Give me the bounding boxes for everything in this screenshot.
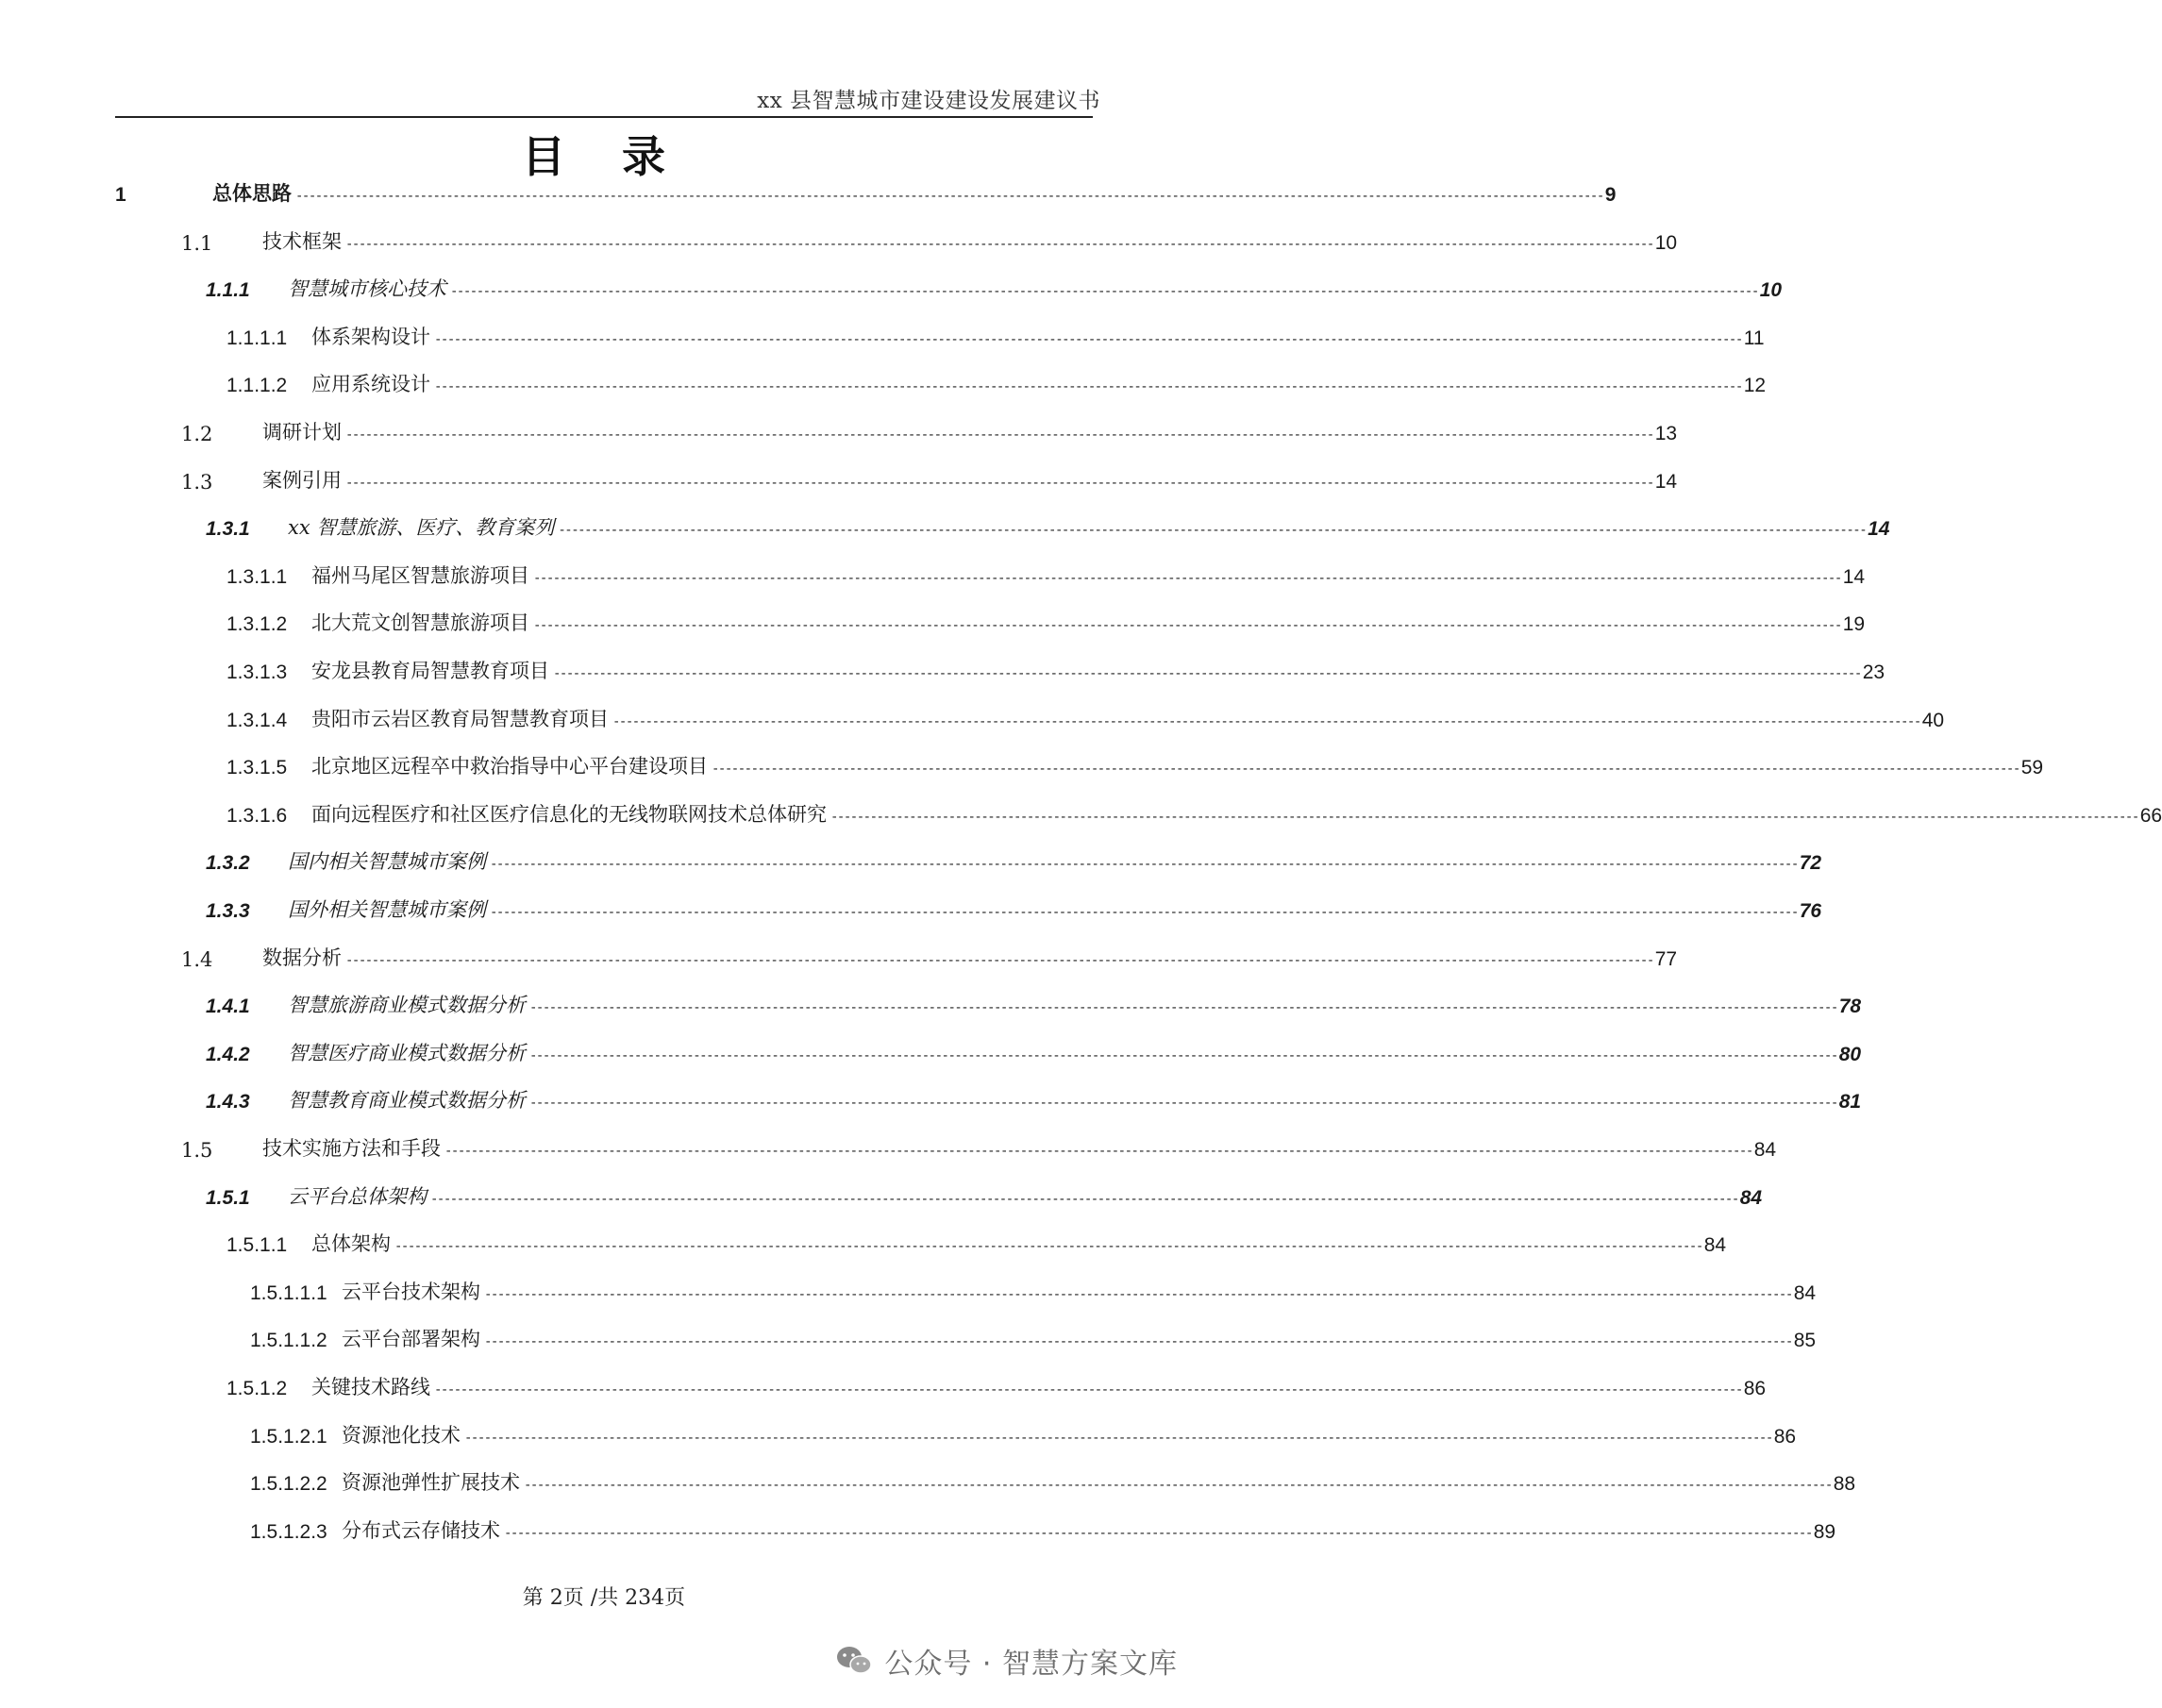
toc-entry-title: 技术框架 xyxy=(262,226,344,255)
toc-entry-page: 10 xyxy=(1654,231,1678,254)
toc-entry-number: 1.5.1.2.1 xyxy=(250,1425,327,1448)
toc-entry-number: 1.1.1 xyxy=(206,279,250,302)
toc-entry-title: 技术实施方法和手段 xyxy=(262,1133,443,1162)
toc-entry-page: 84 xyxy=(1739,1186,1763,1209)
toc-entry[interactable] xyxy=(0,274,1783,304)
toc-entry-number: 1.1.1.1 xyxy=(226,327,288,349)
toc-entry[interactable] xyxy=(0,1372,1767,1402)
dot-leader: -------------------------------------------------------------------------------------------------------------------------------------------------------------------------------------------------------- xyxy=(345,952,1653,968)
toc-entry[interactable] xyxy=(0,322,1765,352)
dot-leader: -------------------------------------------------------------------------------------------------------------------------------------------------------------------------------------------------------- xyxy=(490,857,1798,873)
toc-entry-number: 1.5.1 xyxy=(206,1186,250,1209)
toc-entry-number: 1.3.1.4 xyxy=(226,709,288,731)
toc-entry[interactable] xyxy=(0,561,1866,591)
dot-leader: -------------------------------------------------------------------------------------------------------------------------------------------------------------------------------------------------------- xyxy=(533,570,1841,586)
toc-entry[interactable] xyxy=(0,799,2162,829)
toc-entry-title: 福州马尾区智慧旅游项目 xyxy=(311,561,531,589)
toc-entry-title: 数据分析 xyxy=(262,943,344,971)
toc-entry-number: 1.4 xyxy=(181,947,213,971)
toc-entry-number: 1.5.1.1.1 xyxy=(250,1281,327,1304)
toc-entry-title: 智慧城市核心技术 xyxy=(288,274,448,302)
toc-entry-number: 1.1 xyxy=(181,231,213,255)
watermark-text: 公众号 · 智慧方案文库 xyxy=(884,1648,1178,1681)
dot-leader: -------------------------------------------------------------------------------------------------------------------------------------------------------------------------------------------------------- xyxy=(464,1430,1772,1446)
toc-entry-page: 80 xyxy=(1838,1043,1862,1065)
toc-entry[interactable] xyxy=(0,512,1890,543)
toc-entry[interactable] xyxy=(0,417,1678,447)
dot-leader: -------------------------------------------------------------------------------------------------------------------------------------------------------------------------------------------------------- xyxy=(504,1525,1812,1541)
toc-entry-page: 59 xyxy=(2020,757,2044,779)
toc-entry-title: 总体思路 xyxy=(212,178,293,207)
dot-leader: -------------------------------------------------------------------------------------------------------------------------------------------------------------------------------------------------------- xyxy=(345,236,1653,252)
toc-entry-page: 12 xyxy=(1743,375,1767,397)
toc-entry-title: 云平台总体架构 xyxy=(288,1181,428,1210)
toc-entry-title: 北大荒文创智慧旅游项目 xyxy=(311,608,531,636)
toc-entry-page: 10 xyxy=(1759,279,1783,302)
dot-leader: -------------------------------------------------------------------------------------------------------------------------------------------------------------------------------------------------------- xyxy=(830,809,2138,825)
toc-entry-number: 1.5.1.2 xyxy=(226,1378,288,1399)
dot-leader: -------------------------------------------------------------------------------------------------------------------------------------------------------------------------------------------------------- xyxy=(490,905,1798,920)
toc-entry-title: 案例引用 xyxy=(262,465,344,494)
toc-entry-title: 资源池化技术 xyxy=(342,1420,462,1448)
toc-entry-page: 81 xyxy=(1838,1091,1862,1114)
toc-entry[interactable] xyxy=(0,1277,1817,1307)
toc-entry-title: 云平台部署架构 xyxy=(342,1324,482,1352)
toc-entry-page: 86 xyxy=(1773,1425,1797,1448)
toc-entry[interactable] xyxy=(0,178,1617,209)
toc-entry-number: 1.3.1.2 xyxy=(226,613,288,636)
toc-entry-number: 1.3.1.1 xyxy=(226,565,288,588)
toc-entry[interactable] xyxy=(0,1324,1817,1354)
toc-entry-title: 北京地区远程卒中救治指导中心平台建设项目 xyxy=(311,751,710,779)
toc-entry-title: 智慧医疗商业模式数据分析 xyxy=(288,1038,528,1066)
dot-leader: -------------------------------------------------------------------------------------------------------------------------------------------------------------------------------------------------------- xyxy=(484,1334,1792,1350)
toc-entry[interactable] xyxy=(0,465,1678,495)
toc-entry-number: 1.2 xyxy=(181,423,213,445)
toc-entry[interactable] xyxy=(0,1515,1836,1546)
dot-leader: -------------------------------------------------------------------------------------------------------------------------------------------------------------------------------------------------------- xyxy=(558,523,1867,539)
dot-leader: -------------------------------------------------------------------------------------------------------------------------------------------------------------------------------------------------------- xyxy=(553,666,1861,681)
toc-entry[interactable] xyxy=(0,704,1945,734)
toc-entry-title: 总体架构 xyxy=(311,1229,393,1257)
toc-entry-page: 14 xyxy=(1654,470,1678,493)
toc-entry-title: 贵阳市云岩区教育局智慧教育项目 xyxy=(311,704,611,732)
dot-leader: -------------------------------------------------------------------------------------------------------------------------------------------------------------------------------------------------------- xyxy=(529,1000,1837,1016)
dot-leader: -------------------------------------------------------------------------------------------------------------------------------------------------------------------------------------------------------- xyxy=(529,1047,1837,1063)
toc-entry-page: 84 xyxy=(1703,1234,1727,1257)
dot-leader: -------------------------------------------------------------------------------------------------------------------------------------------------------------------------------------------------------- xyxy=(533,618,1841,634)
page-footer: 第 2页 /共 234页 xyxy=(522,1586,686,1610)
dot-leader: -------------------------------------------------------------------------------------------------------------------------------------------------------------------------------------------------------- xyxy=(712,762,2020,778)
toc-entry-title: 调研计划 xyxy=(262,417,344,445)
toc-entry-title: 面向远程医疗和社区医疗信息化的无线物联网技术总体研究 xyxy=(311,799,829,828)
toc-entry-page: 84 xyxy=(1753,1139,1777,1161)
toc-entry-page: 85 xyxy=(1793,1330,1817,1352)
wechat-icon xyxy=(835,1645,873,1677)
toc-entry-number: 1 xyxy=(115,184,126,206)
toc-entry-page: 14 xyxy=(1842,565,1866,588)
toc-entry[interactable] xyxy=(0,1467,1856,1498)
dot-leader: -------------------------------------------------------------------------------------------------------------------------------------------------------------------------------------------------------- xyxy=(430,1191,1738,1207)
toc-entry-number: 1.4.1 xyxy=(206,996,250,1018)
toc-entry-page: 9 xyxy=(1604,184,1617,206)
toc-entry[interactable] xyxy=(0,1085,1862,1115)
toc-entry-number: 1.3.1.5 xyxy=(226,757,288,779)
toc-entry-number: 1.4.3 xyxy=(206,1091,250,1114)
toc-entry-number: 1.3 xyxy=(181,470,213,494)
dot-leader: -------------------------------------------------------------------------------------------------------------------------------------------------------------------------------------------------------- xyxy=(524,1478,1832,1494)
toc-entry-number: 1.3.1.6 xyxy=(226,804,288,827)
watermark xyxy=(835,1640,1178,1682)
dot-leader: -------------------------------------------------------------------------------------------------------------------------------------------------------------------------------------------------------- xyxy=(394,1239,1702,1255)
toc-entry[interactable] xyxy=(0,656,1885,686)
toc-entry-title: 安龙县教育局智慧教育项目 xyxy=(311,656,551,684)
toc-entry-number: 1.5.1.1 xyxy=(226,1234,288,1257)
dot-leader: -------------------------------------------------------------------------------------------------------------------------------------------------------------------------------------------------------- xyxy=(434,331,1742,347)
toc-entry-page: 72 xyxy=(1799,852,1822,875)
toc-entry[interactable] xyxy=(0,369,1767,399)
toc-entry-number: 1.3.3 xyxy=(206,900,250,922)
toc-entry-page: 89 xyxy=(1813,1520,1836,1543)
toc-entry-title: 云平台技术架构 xyxy=(342,1277,482,1305)
toc-heading: 目 录 xyxy=(521,131,686,182)
toc-entry[interactable] xyxy=(0,226,1678,257)
toc-entry[interactable] xyxy=(0,990,1862,1020)
toc-entry-title: 国内相关智慧城市案例 xyxy=(288,846,488,875)
toc-entry-number: 1.1.1.2 xyxy=(226,375,288,397)
dot-leader: -------------------------------------------------------------------------------------------------------------------------------------------------------------------------------------------------------- xyxy=(450,284,1758,300)
toc-entry-page: 66 xyxy=(2139,804,2162,827)
document-header-title: xx 县智慧城市建设建设发展建议书 xyxy=(757,89,1100,113)
toc-entry-page: 19 xyxy=(1842,613,1866,636)
dot-leader: -------------------------------------------------------------------------------------------------------------------------------------------------------------------------------------------------------- xyxy=(345,427,1653,443)
toc-entry-number: 1.3.1.3 xyxy=(226,661,288,683)
toc-entry-number: 1.5.1.2.3 xyxy=(250,1520,327,1543)
toc-entry-title: 国外相关智慧城市案例 xyxy=(288,895,488,923)
toc-entry[interactable] xyxy=(0,943,1678,973)
toc-entry-page: 77 xyxy=(1654,947,1678,970)
dot-leader: -------------------------------------------------------------------------------------------------------------------------------------------------------------------------------------------------------- xyxy=(529,1096,1837,1112)
toc-entry-page: 76 xyxy=(1799,900,1822,922)
toc-entry-number: 1.5.1.1.2 xyxy=(250,1330,327,1352)
toc-entry-title: 资源池弹性扩展技术 xyxy=(342,1467,522,1496)
toc-entry-page: 88 xyxy=(1833,1473,1856,1496)
toc-entry-page: 86 xyxy=(1743,1378,1767,1399)
toc-entry[interactable] xyxy=(0,1038,1862,1068)
toc-entry-title: 体系架构设计 xyxy=(311,322,432,350)
toc-entry-page: 14 xyxy=(1868,518,1890,541)
toc-entry-page: 23 xyxy=(1862,661,1885,683)
toc-entry-title: 应用系统设计 xyxy=(311,369,432,397)
toc-entry-title: 智慧旅游商业模式数据分析 xyxy=(288,990,528,1018)
header-divider xyxy=(115,116,1093,118)
dot-leader: -------------------------------------------------------------------------------------------------------------------------------------------------------------------------------------------------------- xyxy=(295,189,1603,204)
toc-entry-number: 1.3.2 xyxy=(206,852,250,875)
dot-leader: -------------------------------------------------------------------------------------------------------------------------------------------------------------------------------------------------------- xyxy=(345,475,1653,491)
toc-entry-title: 分布式云存储技术 xyxy=(342,1515,502,1544)
toc-entry[interactable] xyxy=(0,751,2044,781)
toc-entry-number: 1.3.1 xyxy=(206,518,250,541)
dot-leader: -------------------------------------------------------------------------------------------------------------------------------------------------------------------------------------------------------- xyxy=(434,1382,1742,1398)
toc-entry-page: 11 xyxy=(1743,327,1765,349)
toc-entry-page: 78 xyxy=(1838,996,1862,1018)
toc-entry[interactable] xyxy=(0,1181,1763,1212)
toc-entry[interactable] xyxy=(0,1133,1777,1164)
toc-entry[interactable] xyxy=(0,895,1822,925)
toc-entry-page: 40 xyxy=(1921,709,1945,731)
toc-entry-title: 智慧教育商业模式数据分析 xyxy=(288,1085,528,1114)
dot-leader: -------------------------------------------------------------------------------------------------------------------------------------------------------------------------------------------------------- xyxy=(484,1286,1792,1302)
dot-leader: -------------------------------------------------------------------------------------------------------------------------------------------------------------------------------------------------------- xyxy=(444,1144,1752,1159)
toc-entry[interactable] xyxy=(0,608,1866,638)
toc-entry-number: 1.5.1.2.2 xyxy=(250,1473,327,1496)
dot-leader: -------------------------------------------------------------------------------------------------------------------------------------------------------------------------------------------------------- xyxy=(434,379,1742,395)
toc-entry[interactable] xyxy=(0,846,1822,877)
dot-leader: -------------------------------------------------------------------------------------------------------------------------------------------------------------------------------------------------------- xyxy=(612,713,1920,729)
toc-entry[interactable] xyxy=(0,1420,1797,1450)
toc-entry-number: 1.4.2 xyxy=(206,1043,250,1065)
toc-entry[interactable] xyxy=(0,1229,1727,1259)
toc-entry-title: 关键技术路线 xyxy=(311,1372,432,1400)
toc-entry-page: 13 xyxy=(1654,423,1678,444)
toc-entry-page: 84 xyxy=(1793,1281,1817,1304)
toc-entry-number: 1.5 xyxy=(181,1139,213,1162)
toc-entry-title: xx 智慧旅游、医疗、教育案列 xyxy=(288,512,556,541)
